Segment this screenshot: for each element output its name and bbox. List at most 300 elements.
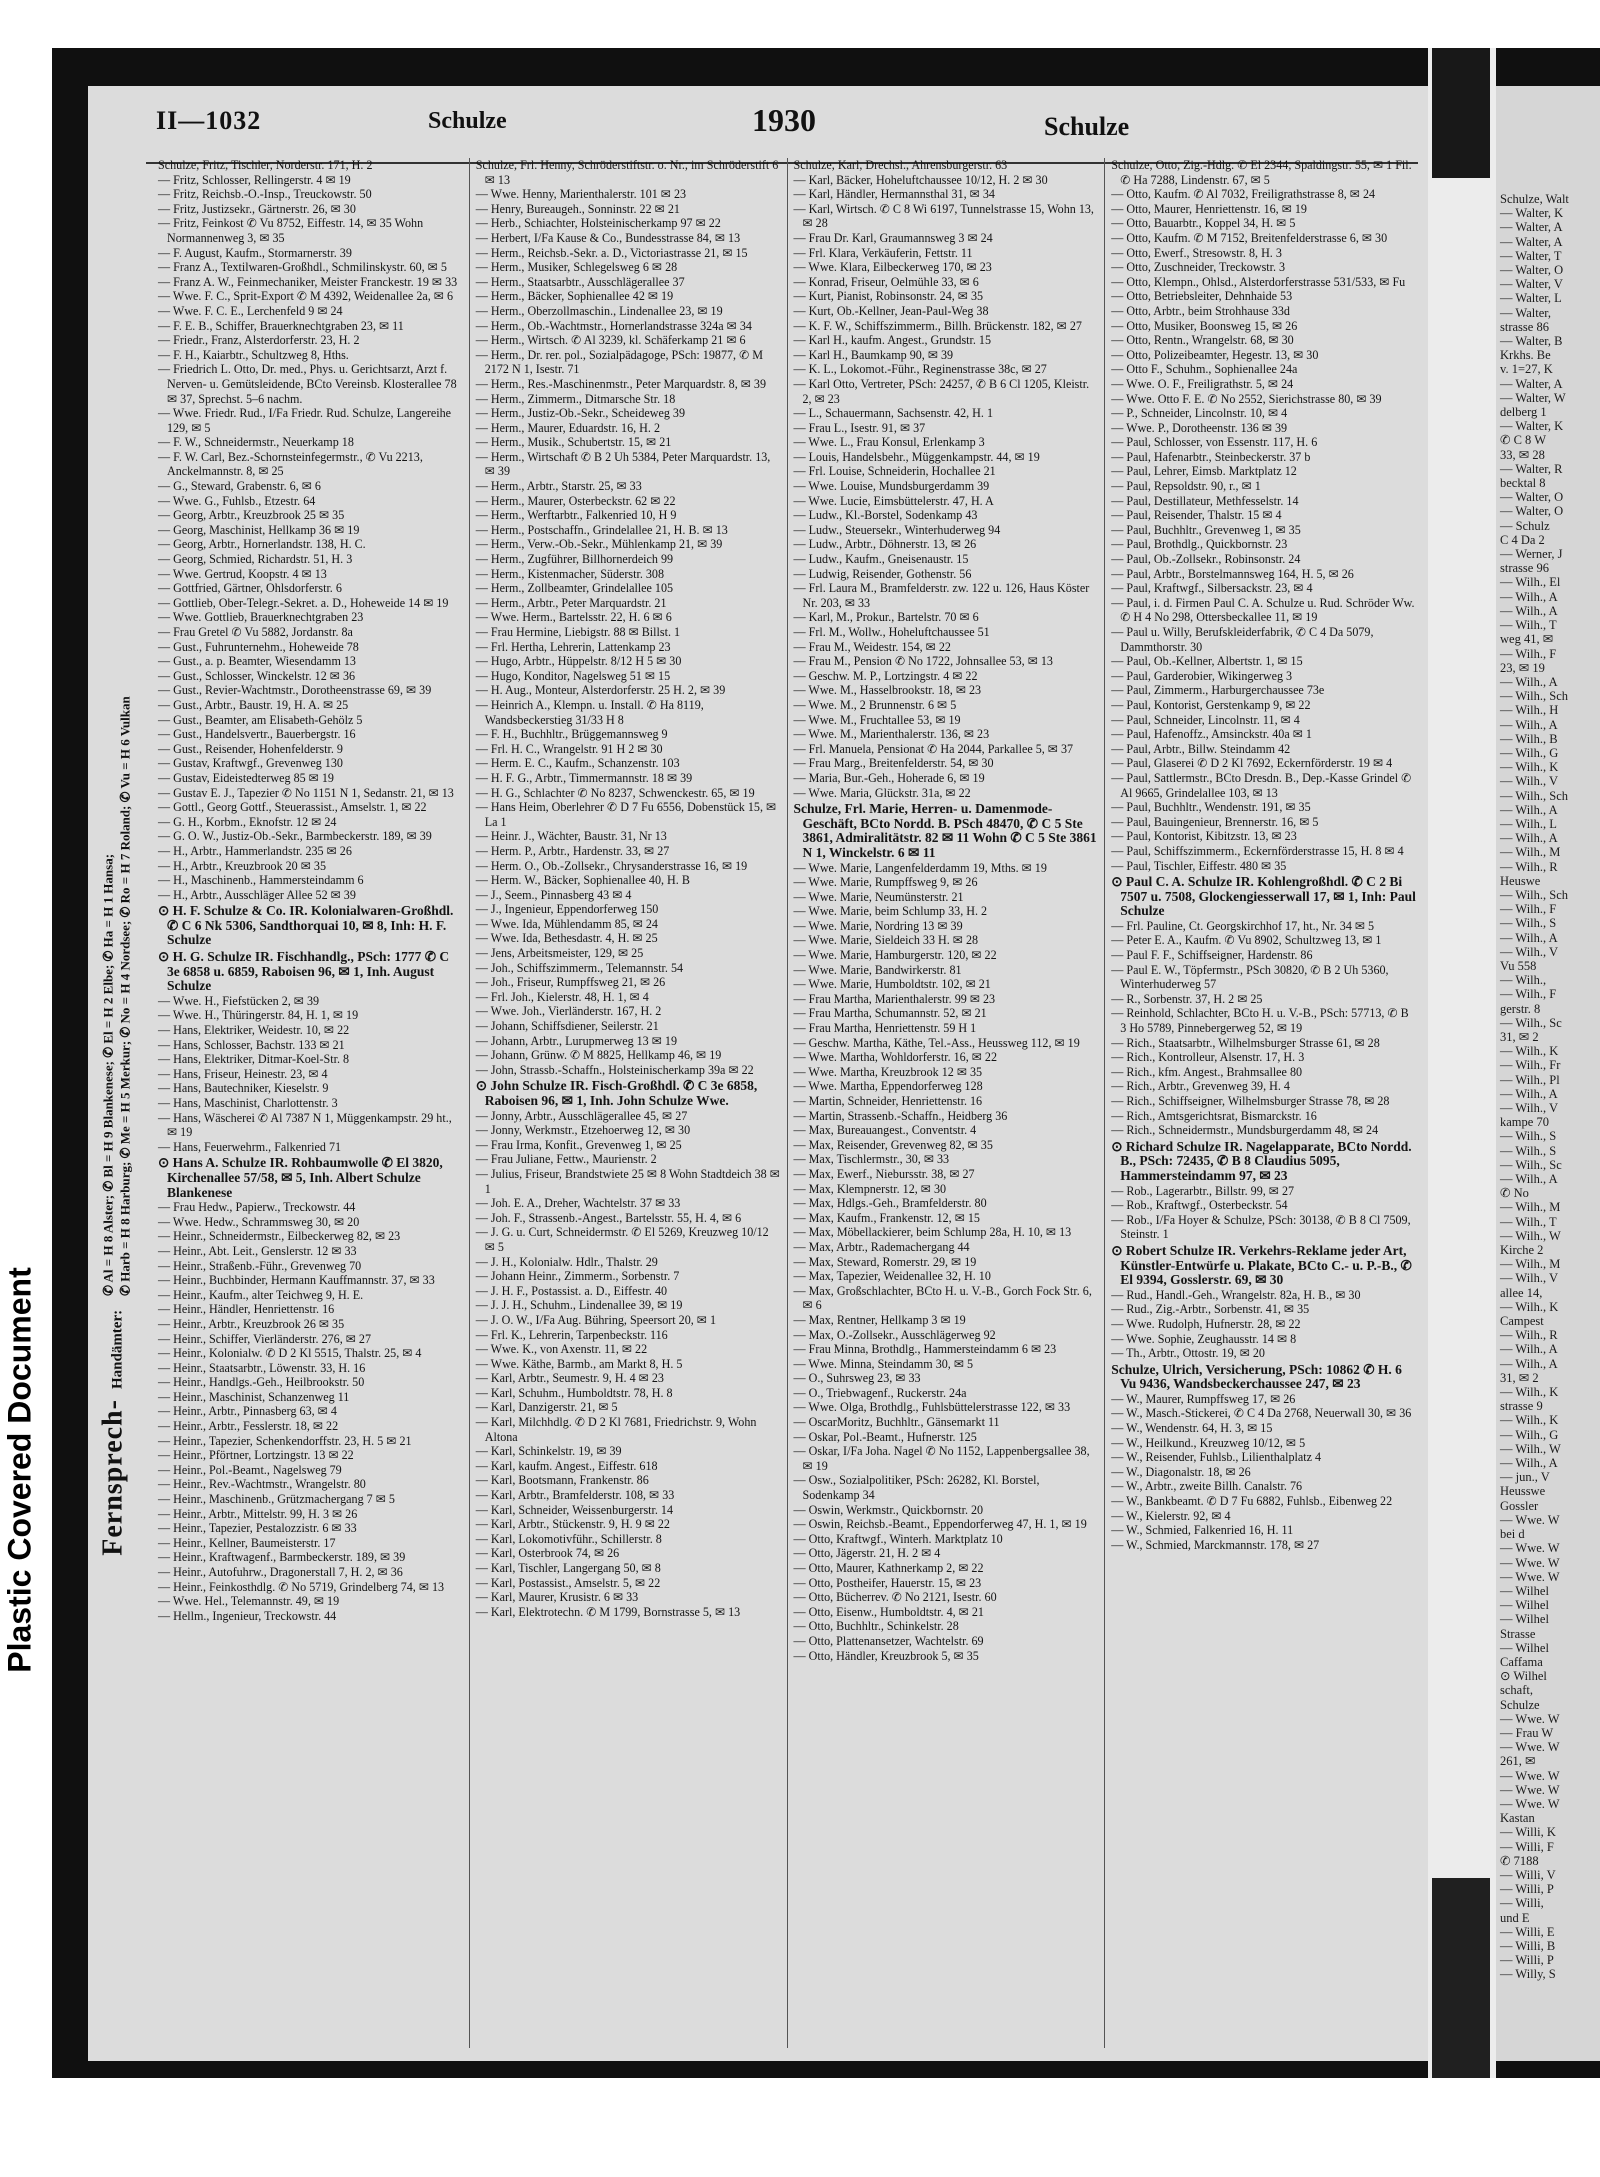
next-page-entry: strasse 86 xyxy=(1500,319,1549,334)
directory-entry: — Paul, Hafenoffz., Amsinckstr. 40a ✉ 1 xyxy=(1111,727,1312,742)
next-page-entry: — Wilh., A xyxy=(1500,1172,1558,1187)
directory-entry: — Wwe. Louise, Mundsburgerdamm 39 xyxy=(793,479,990,494)
next-page-entry: — Wilh., Sc xyxy=(1500,1157,1562,1172)
directory-entry: — W., Schmied, Falkenried 16, H. 11 xyxy=(1111,1523,1294,1538)
gutter-shadow-bottom xyxy=(1432,1878,1490,2078)
directory-entry: ⊙ Richard Schulze IR. Nagelapparate, BCto Nordd. B., PSch: 72435, ✆ B 8 Claudius 5095, Hammersteindamm 97, ✉ 23 xyxy=(1111,1138,1412,1183)
next-page-entry: — Wwe. W xyxy=(1500,1711,1560,1726)
directory-entry: — Jens, Arbeitsmeister, 129, ✉ 25 xyxy=(475,946,644,961)
directory-entry: — Hans, Feuerwehrm., Falkenried 71 xyxy=(158,1139,342,1154)
next-page-entry: 261, ✉ xyxy=(1500,1754,1536,1769)
directory-entry: — Fritz, Feinkost ✆ Vu 8752, Eiffestr. 14, ✉ 35 Wohn Normannenweg 3, ✉ 35 xyxy=(158,216,424,245)
directory-entry: — F. W., Schneidermstr., Neuerkamp 18 xyxy=(158,435,354,450)
next-page-entry: — Wilh., A xyxy=(1500,603,1558,618)
directory-entry: — Frl. Pauline, Ct. Georgskirchhof 17, ht., Nr. 34 ✉ 5 xyxy=(1111,918,1375,933)
directory-entry: — Herm., Wirtsch. ✆ Al 3239, kl. Schäferkamp 21 ✉ 6 xyxy=(475,333,746,348)
directory-entry: — Otto, Kaufm. ✆ M 7152, Breitenfelderstrasse 6, ✉ 30 xyxy=(1111,230,1388,245)
next-page-entry: v. 1=27, K xyxy=(1500,362,1553,377)
directory-entry: — Wwe. Marie, Humboldtstr. 102, ✉ 21 xyxy=(793,977,991,992)
directory-entry: — Herm. P., Arbtr., Hardenstr. 33, ✉ 27 xyxy=(475,843,670,858)
next-page-entry: Krkhs. Be xyxy=(1500,348,1551,363)
directory-entry: Schulze, Karl, Drechsl., Ahrensburgerstr. 63 xyxy=(793,158,1008,172)
directory-entry: — Johann, Grünw. ✆ M 8825, Hellkamp 46, ✉ 19 xyxy=(475,1048,722,1063)
directory-entry: — Karl, Tischler, Langergang 50, ✉ 8 xyxy=(475,1561,661,1575)
directory-entry: — Herm., Maurer, Eduardstr. 16, H. 2 xyxy=(475,420,660,435)
next-page-entry: Heusswe xyxy=(1500,1484,1546,1499)
next-page-entry: — Wilh., Sch xyxy=(1500,689,1569,704)
directory-entry: — Paul, Bauingenieur, Brennerstr. 16, ✉ 5 xyxy=(1111,814,1319,829)
directory-entry: — Heinr., Schneidermstr., Eilbeckerweg 82, ✉ 23 xyxy=(158,1229,401,1244)
directory-entry: — Herm., Verw.-Ob.-Sekr., Mühlenkamp 21, ✉ 39 xyxy=(475,537,723,552)
directory-entry: — H., Arbtr., Kreuzbrook 20 ✉ 35 xyxy=(158,858,327,873)
directory-entry: — Rob., Lagerarbtr., Billstr. 99, ✉ 27 xyxy=(1111,1183,1295,1198)
directory-entry: — Paul, Schiffszimmerm., Eckernförderstrasse 15, H. 8 ✉ 4 xyxy=(1111,843,1404,858)
directory-entry: — Max, Kaufm., Frankenstr. 12, ✉ 15 xyxy=(793,1210,980,1225)
legend-line-2: ✆ Harb = H 8 Harburg; ✆ Me = H 5 Merkur; ✆ No = H 4 Nordsee; ✆ Ro = H 7 Roland; ✆ Vu = H 6 Vulkan xyxy=(117,696,133,1296)
directory-entry: — H., Arbtr., Hammerlandstr. 235 ✉ 26 xyxy=(158,843,352,858)
directory-entry: — Heinr., Pförtner, Lortzingstr. 13 ✉ 22 xyxy=(158,1448,354,1463)
next-page-entry: Gossler xyxy=(1500,1498,1539,1513)
directory-entry: Schulze, Fritz, Tischler, Norderstr. 171, H. 2 xyxy=(158,158,373,172)
directory-entry: — G. H., Korbm., Eknofstr. 12 ✉ 24 xyxy=(158,814,337,829)
legend-subtitle: Handämter: xyxy=(109,1309,126,1390)
directory-entry: — Gustav, Eideistedterweg 85 ✉ 19 xyxy=(158,770,334,785)
next-page-entry: — Wilhel xyxy=(1500,1583,1549,1598)
next-page-entry: — Walter, B xyxy=(1500,334,1563,349)
next-page-entry: Heuswe xyxy=(1500,873,1541,888)
side-caption xyxy=(0,1150,40,1790)
directory-entry: — Karl, Milchhdlg. ✆ D 2 Kl 7681, Friedrichstr. 9, Wohn Altona xyxy=(475,1415,757,1444)
directory-entry: — Hans, Schlosser, Bachstr. 133 ✉ 21 xyxy=(158,1037,345,1052)
directory-entry: — Wwe. Marie, Neumünsterstr. 21 xyxy=(793,889,964,904)
next-page-entry: — Wilh., S xyxy=(1500,1143,1557,1158)
directory-entry: — Max, Tapezier, Weidenallee 32, H. 10 xyxy=(793,1269,991,1284)
next-page-entry: — Wilh., A xyxy=(1500,1456,1558,1471)
directory-entry: — Herm., Postschaffn., Grindelallee 21, H. B. ✉ 13 xyxy=(475,522,728,537)
directory-entry: — Paul, Glaserei ✆ D 2 Kl 7692, Eckernförderstr. 19 ✉ 4 xyxy=(1111,756,1393,771)
next-page-entry: — Wilh., M xyxy=(1500,1200,1561,1215)
directory-entry: — Frau M., Weidestr. 154, ✉ 22 xyxy=(793,639,951,654)
directory-entry: — Karl H., kaufm. Angest., Grundstr. 15 xyxy=(793,333,992,348)
directory-entry: — Heinr., Arbtr., Pinnasberg 63, ✉ 4 xyxy=(158,1404,337,1419)
directory-entry: — Gust., Handelsvertr., Bauerbergstr. 16 xyxy=(158,727,356,742)
directory-entry: — Max, Rentner, Hellkamp 3 ✉ 19 xyxy=(793,1312,966,1327)
directory-entry: — Louis, Handelsbehr., Müggenkampstr. 44, ✉ 19 xyxy=(793,449,1040,464)
directory-entry: — Gust., Fuhrunternehm., Hoheweide 78 xyxy=(158,639,359,654)
next-page-entry: — Wilh., S xyxy=(1500,916,1557,931)
directory-entry: — Paul, Schneider, Lincolnstr. 11, ✉ 4 xyxy=(1111,712,1300,727)
next-page-entry: — Wilh., V xyxy=(1500,774,1559,789)
directory-entry: — Frl. Laura M., Bramfelderstr. zw. 122 u. 126, Haus Köster Nr. 203, ✉ 33 xyxy=(793,581,1090,610)
directory-entry: — Karl, Danzigerstr. 21, ✉ 5 xyxy=(475,1400,618,1415)
directory-entry: — Paul, Schlosser, von Essenstr. 117, H. 6 xyxy=(1111,435,1318,450)
directory-entry: — Oswin, Werkmstr., Quickbornstr. 20 xyxy=(793,1502,984,1517)
directory-entry: — Rich., Amtsgerichtsrat, Bismarckstr. 16 xyxy=(1111,1108,1317,1123)
directory-entry: — Heinr., Abt. Leit., Genslerstr. 12 ✉ 33 xyxy=(158,1243,357,1258)
directory-entry: — Otto, Kaufm. ✆ Al 7032, Freiligrathstrasse 8, ✉ 24 xyxy=(1111,187,1376,202)
directory-entry: — Oskar, I/Fa Joha. Nagel ✆ No 1152, Lappenbergsallee 38, ✉ 19 xyxy=(793,1444,1090,1473)
directory-entry: — Karl, kaufm. Angest., Eiffestr. 618 xyxy=(475,1458,658,1473)
directory-entry: — Karl, Arbtr., Seumestr. 9, H. 4 ✉ 23 xyxy=(475,1371,664,1386)
directory-entry: — Herm., Oberzollmaschin., Lindenallee 23, ✉ 19 xyxy=(475,303,723,318)
directory-entry: — Geschw. M. P., Lortzingstr. 4 ✉ 22 xyxy=(793,668,978,683)
next-page-entry: Schulze xyxy=(1500,1697,1540,1712)
directory-entry: — Georg, Arbtr., Kreuzbrook 25 ✉ 35 xyxy=(158,508,345,523)
directory-entry: — Paul, i. d. Firmen Paul C. A. Schulze u. Rud. Schröder Ww. ✆ H 4 No 298, Ottersbeckallee 11, ✉ 19 xyxy=(1111,595,1415,625)
directory-entry: — Frau M., Pension ✆ No 1722, Johnsallee 53, ✉ 13 xyxy=(793,654,1053,669)
page-number: II—1032 xyxy=(156,106,262,135)
directory-entry: — Heinr., Schiffer, Vierländerstr. 276, ✉ 27 xyxy=(158,1331,372,1346)
directory-entry: — Herbert, I/Fa Kause & Co., Bundesstrasse 84, ✉ 13 xyxy=(475,230,741,245)
directory-entry: — J. G. u. Curt, Schneidermstr. ✆ El 5269, Kreuzweg 10/12 ✉ 5 xyxy=(475,1225,769,1254)
directory-entry: — Otto, Maurer, Henriettenstr. 16, ✉ 19 xyxy=(1111,201,1307,216)
directory-entry: — Wwe. Lucie, Eimsbüttelerstr. 47, H. A xyxy=(793,493,994,508)
next-page-entry: — Wilh., K xyxy=(1500,1299,1559,1314)
directory-entry: — Karl, Elektrotechn. ✆ M 1799, Bornstrasse 5, ✉ 13 xyxy=(475,1604,741,1619)
next-page-entry: — Wilh., Sch xyxy=(1500,788,1569,803)
next-page-entry: — Wilh., M xyxy=(1500,1257,1561,1272)
directory-entry: — Rob., Kraftwgf., Osterbeckstr. 54 xyxy=(1111,1198,1288,1213)
directory-entry: — Otto, Bücherrev. ✆ No 2121, Isestr. 60 xyxy=(793,1590,997,1605)
directory-entry: — Karl, Wirtsch. ✆ C 8 Wi 6197, Tunnelstrasse 15, Wohn 13, ✉ 28 xyxy=(793,201,1094,231)
next-page-entry: — Wilh., A xyxy=(1500,589,1558,604)
directory-entry: — Frau Martha, Marienthalerstr. 99 ✉ 23 xyxy=(793,991,996,1006)
directory-entry: — Gustav E. J., Tapezier ✆ No 1151 N 1, Sedanstr. 21, ✉ 13 xyxy=(158,785,454,800)
next-page-entry: — Wilh., A xyxy=(1500,802,1558,817)
directory-entry: — Wwe. F. C. E., Lerchenfeld 9 ✉ 24 xyxy=(158,303,343,318)
next-page-entry: — Walter, V xyxy=(1500,277,1563,292)
next-page-entry: gerstr. 8 xyxy=(1500,1001,1541,1016)
directory-entry: — Geschw. Martha, Käthe, Tel.-Ass., Heussweg 112, ✉ 19 xyxy=(793,1035,1080,1050)
directory-entry: — Hugo, Arbtr., Hüppelstr. 8/12 H 5 ✉ 30 xyxy=(475,654,682,669)
directory-entry: — Wwe. Marie, Hamburgerstr. 120, ✉ 22 xyxy=(793,948,997,963)
next-page-entry: schaft, xyxy=(1500,1683,1533,1698)
directory-entry: — Herb., Schiachter, Holsteinischerkamp 97 ✉ 22 xyxy=(475,216,721,231)
directory-entry: — Paul, Repsoldstr. 90, r., ✉ 1 xyxy=(1111,479,1261,494)
directory-entry: — Heinr., Händler, Henriettenstr. 16 xyxy=(158,1302,335,1317)
directory-entry: — Wwe. Hedw., Schrammsweg 30, ✉ 20 xyxy=(158,1214,360,1229)
next-page-entry: — Wwe. W xyxy=(1500,1782,1560,1797)
directory-entry: — OscarMoritz, Buchhltr., Gänsemarkt 11 xyxy=(793,1415,1000,1430)
directory-entry: — Heinr., Kellner, Baumeisterstr. 17 xyxy=(158,1535,336,1550)
directory-entry: — Wwe. P., Dorotheenstr. 136 ✉ 39 xyxy=(1111,420,1288,435)
next-page-entry: — Wilh., G xyxy=(1500,745,1559,760)
directory-entry: — Heinr., Arbtr., Kreuzbrook 26 ✉ 35 xyxy=(158,1316,345,1331)
directory-entry: — Wwe. Olga, Brothdlg., Fuhlsbüttelerstrasse 122, ✉ 33 xyxy=(793,1400,1071,1415)
directory-entry: — Max, Großschlachter, BCto H. u. V.-B., Gorch Fock Str. 6, ✉ 6 xyxy=(793,1283,1092,1313)
directory-entry: — F. E. B., Schiffer, Brauerknechtgraben 23, ✉ 11 xyxy=(158,318,404,333)
directory-entry: — Karl, Arbtr., Bramfelderstr. 108, ✉ 33 xyxy=(475,1488,675,1503)
directory-entry: — Otto F., Schuhm., Sophienallee 24a xyxy=(1111,362,1298,377)
directory-entry: ⊙ Hans A. Schulze IR. Rohbaumwolle ✆ El 3820, Kirchenallee 57/58, ✉ 5, Inh. Albert Schulze Blankenese xyxy=(158,1155,443,1200)
directory-entry: — H., Maschinenb., Hammersteindamm 6 xyxy=(158,873,364,888)
directory-entry: — Wwe. H., Thüringerstr. 84, H. 1, ✉ 19 xyxy=(158,1008,359,1023)
directory-entry: — O., Suhrsweg 23, ✉ 33 xyxy=(793,1371,921,1386)
directory-entry: — Frl. Klara, Verkäuferin, Fettstr. 11 xyxy=(793,245,973,260)
directory-entry: — Max, Hdlgs.-Geh., Bramfelderstr. 80 xyxy=(793,1196,987,1211)
directory-entry: — H., Arbtr., Ausschläger Allee 52 ✉ 39 xyxy=(158,887,356,902)
directory-entry: — Gottfried, Gärtner, Ohlsdorferstr. 6 xyxy=(158,581,342,596)
directory-entry: — Konrad, Friseur, Oelmühle 33, ✉ 6 xyxy=(793,274,979,289)
directory-entry: — Frl. Louise, Schneiderin, Hochallee 21 xyxy=(793,464,996,479)
directory-entry: — Wwe. G., Fuhlsb., Etzestr. 64 xyxy=(158,493,316,508)
next-page-entry: ✆ No xyxy=(1500,1186,1529,1201)
next-page-entry: — Wilhel xyxy=(1500,1598,1549,1613)
next-page-entry: ⊙ Wilhel xyxy=(1500,1669,1547,1684)
next-page-entry: — Wilh., V xyxy=(1500,1271,1559,1286)
next-page-entry: — Walter, A xyxy=(1500,376,1563,391)
directory-entry: — Reinhold, Schlachter, BCto H. u. V.-B., PSch: 57713, ✆ B 3 Ho 5789, Pinnebergerweg 52, ✉ 19 xyxy=(1111,1006,1409,1036)
directory-entry: — Frl. Joh., Kielerstr. 48, H. 1, ✉ 4 xyxy=(475,989,649,1004)
directory-entry: — Otto, Polizeibeamter, Hegestr. 13, ✉ 30 xyxy=(1111,347,1319,362)
next-page-entry: — Walter, O xyxy=(1500,263,1564,278)
next-page-entry: Vu 558 xyxy=(1500,958,1537,973)
page-header xyxy=(88,100,1428,150)
next-page-entry: — Walter, O xyxy=(1500,490,1564,505)
next-page-entry: kampe 70 xyxy=(1500,1115,1549,1130)
directory-entry: — Gust., a. p. Beamter, Wiesendamm 13 xyxy=(158,654,356,669)
directory-entry: — Kurt, Pianist, Robinsonstr. 24, ✉ 35 xyxy=(793,289,984,304)
directory-entry: — Osw., Sozialpolitiker, PSch: 26282, Kl. Borstel, Sodenkamp 34 xyxy=(793,1473,1040,1503)
next-page-entry: — Frau W xyxy=(1500,1725,1554,1740)
directory-entry: — Wwe. L., Frau Konsul, Erlenkamp 3 xyxy=(793,435,985,450)
directory-entry: — Max, Möbellackierer, beim Schlump 28a, H. 10, ✉ 13 xyxy=(793,1225,1072,1240)
directory-entry: — Jonny, Arbtr., Ausschlägerallee 45, ✉ 27 xyxy=(475,1108,688,1123)
directory-entry: — Heinr., Staatsarbtr., Löwenstr. 33, H. 16 xyxy=(158,1360,366,1375)
directory-entry: — Otto, Händler, Kreuzbrook 5, ✉ 35 xyxy=(793,1648,979,1663)
directory-entry: — Rud., Handl.-Geh., Wrangelstr. 82a, H. B., ✉ 30 xyxy=(1111,1287,1361,1302)
directory-entry: — Paul, Ob.-Kellner, Albertstr. 1, ✉ 15 xyxy=(1111,654,1303,669)
directory-entry: — Heinr., Arbtr., Mittelstr. 99, H. 3 ✉ 26 xyxy=(158,1506,358,1521)
directory-entry: — Wwe. Klara, Eilbeckerweg 170, ✉ 23 xyxy=(793,260,992,275)
directory-entry: — Herm., Werftarbtr., Falkenried 10, H 9 xyxy=(475,508,677,523)
directory-entry: — Frau L., Isestr. 91, ✉ 37 xyxy=(793,420,926,435)
directory-entry: — O., Triebwagenf., Ruckerstr. 24a xyxy=(793,1385,967,1400)
directory-entry: — Paul, Kontorist, Gerstenkamp 9, ✉ 22 xyxy=(1111,697,1311,712)
directory-entry: — Fritz, Schlosser, Rellingerstr. 4 ✉ 19 xyxy=(158,172,351,187)
directory-entry: — Otto, Buchhltr., Schinkelstr. 28 xyxy=(793,1619,959,1634)
directory-entry: — Heinr., Arbtr., Fesslerstr. 18, ✉ 22 xyxy=(158,1419,339,1434)
directory-entry: — Paul, Reisender, Thalstr. 15 ✉ 4 xyxy=(1111,508,1282,523)
directory-entry: Schulze, Frl. Henny, Schröderstiftstr. o. Nr., im Schröderstift 6 ✉ 13 xyxy=(475,158,779,187)
directory-entry: — Wwe. Martha, Wohldorferstr. 16, ✉ 22 xyxy=(793,1050,998,1065)
directory-entry: — Wwe. Minna, Steindamm 30, ✉ 5 xyxy=(793,1356,974,1371)
directory-entry: — J. H., Kolonialw. Hdlr., Thalstr. 29 xyxy=(475,1254,658,1269)
directory-entry: — F. W. Carl, Bez.-Schornsteinfegermstr., ✆ Vu 2213, Anckelmannstr. 8, ✉ 25 xyxy=(158,449,423,479)
directory-entry: — Herm., Reichsb.-Sekr. a. D., Victoriastrasse 21, ✉ 15 xyxy=(475,245,748,260)
directory-entry: — W., Schmied, Marckmannstr. 178, ✉ 27 xyxy=(1111,1537,1320,1552)
directory-entry: — G., Steward, Grabenstr. 6, ✉ 6 xyxy=(158,479,321,494)
next-page-entry: — Wilh., Sc xyxy=(1500,1015,1562,1030)
gutter-shadow-top xyxy=(1432,48,1490,178)
directory-entry: — Johann, Arbtr., Lurupmerweg 13 ✉ 19 xyxy=(475,1033,678,1048)
header-name-right: Schulze xyxy=(1044,112,1130,141)
column-1 xyxy=(152,158,469,2048)
directory-entry: — Th., Arbtr., Ottostr. 19, ✉ 20 xyxy=(1111,1346,1265,1361)
directory-entry: — W., Reisender, Fuhlsb., Lilienthalplatz 4 xyxy=(1111,1450,1322,1465)
directory-entry: — Hans, Wäscherei ✆ Al 7387 N 1, Müggenkampstr. 29 ht., ✉ 19 xyxy=(158,1110,452,1140)
directory-entry: — W., Wendenstr. 64, H. 3, ✉ 15 xyxy=(1111,1421,1273,1436)
next-page-entry: — Willi, P xyxy=(1500,1953,1554,1968)
directory-entry: — Frau Irma, Konfit., Grevenweg 1, ✉ 25 xyxy=(475,1137,682,1152)
directory-entry: — Hans, Elektriker, Weidestr. 10, ✉ 22 xyxy=(158,1023,350,1038)
directory-entry: — Joh. F., Strassenb.-Angest., Bartelsstr. 55, H. 4, ✉ 6 xyxy=(475,1210,742,1225)
directory-entry: — Otto, Bauarbtr., Koppel 34, H. ✉ 5 xyxy=(1111,216,1296,231)
legend-title: Fernsprech- xyxy=(97,1399,129,1556)
directory-entry: — Otto, Maurer, Kathnerkamp 2, ✉ 22 xyxy=(793,1561,984,1575)
directory-entry: — Peter E. A., Kaufm. ✆ Vu 8902, Schultzweg 13, ✉ 1 xyxy=(1111,933,1382,948)
directory-entry: — Gottl., Georg Gottf., Steuerassist., Amselstr. 1, ✉ 22 xyxy=(158,800,427,815)
directory-entry: — P., Schneider, Lincolnstr. 10, ✉ 4 xyxy=(1111,406,1288,421)
directory-entry: — Gust., Arbtr., Baustr. 19, H. A. ✉ 25 xyxy=(158,697,349,712)
directory-entry: — Herm., Dr. rer. pol., Sozialpädagoge, PSch: 19877, ✆ M 2172 N 1, Isestr. 71 xyxy=(475,347,763,377)
directory-entry: — Friedr., Franz, Alsterdorferstr. 23, H. 2 xyxy=(158,333,360,348)
directory-entry: — Max, Steward, Romerstr. 29, ✉ 19 xyxy=(793,1254,977,1269)
next-page-entry: ✆ C 8 W xyxy=(1500,433,1547,448)
directory-entry: Schulze, Otto, Zig.-Hdlg. ✆ El 2344, Spaldingstr. 55, ✉ 1 Fil. ✆ Ha 7288, Lindenstr. 67, ✉ 5 xyxy=(1111,158,1412,187)
directory-entry: — Wwe. Friedr. Rud., I/Fa Friedr. Rud. Schulze, Langereihe 129, ✉ 5 xyxy=(158,406,451,435)
directory-entry: — Otto, Plattenansetzer, Wachtelstr. 69 xyxy=(793,1633,984,1648)
next-page-entry: — Walter, L xyxy=(1500,291,1562,306)
directory-entry: — Karl, M., Prokur., Bartelstr. 70 ✉ 6 xyxy=(793,610,979,625)
next-page-entry: — Wilh., S xyxy=(1500,1129,1557,1144)
directory-entry: — Wwe. Marie, Bandwirkerstr. 81 xyxy=(793,962,962,977)
next-page-entry: becktal 8 xyxy=(1500,476,1546,491)
next-page-entry: — Wilh., G xyxy=(1500,1427,1559,1442)
directory-entry: — Frl. M., Wollw., Hoheluftchaussee 51 xyxy=(793,625,990,639)
directory-entry: — H. F. G., Arbtr., Timmermannstr. 18 ✉ 39 xyxy=(475,770,693,785)
next-page-entry: Kirche 2 xyxy=(1500,1243,1544,1258)
next-page-entry: 33, ✉ 28 xyxy=(1500,447,1545,462)
directory-entry: — W., Masch.-Stickerei, ✆ C 4 Da 2768, Neuerwall 30, ✉ 36 xyxy=(1111,1406,1412,1421)
directory-entry: — Heinr., Autofuhrw., Dragonerstall 7, H. 2, ✉ 36 xyxy=(158,1565,403,1579)
directory-entry: — Hans, Bautechniker, Kieselstr. 9 xyxy=(158,1081,329,1096)
directory-entry: — Max, Ewerf., Niebursstr. 38, ✉ 27 xyxy=(793,1166,975,1181)
directory-entry: — Ludw., Kaufm., Gneisenaustr. 15 xyxy=(793,552,969,567)
next-page-entry: — Walter, A xyxy=(1500,234,1563,249)
next-page-entry: — Wilh., B xyxy=(1500,731,1558,746)
directory-entry: — Otto, Klempn., Ohlsd., Alsterdorferstrasse 531/533, ✉ Fu xyxy=(1111,274,1406,289)
directory-entry: — Wwe. Marie, Langenfelderdamm 19, Mths. ✉ 19 xyxy=(793,860,1047,875)
next-page-entry: — Willi, V xyxy=(1500,1867,1556,1882)
directory-entry: — Franz A., Textilwaren-Großhdl., Schmilinskystr. 60, ✉ 5 xyxy=(158,260,447,275)
directory-entry: — Karl, Arbtr., Stückenstr. 9, H. 9 ✉ 22 xyxy=(475,1517,670,1532)
directory-entry: — Wwe. Käthe, Barmb., am Markt 8, H. 5 xyxy=(475,1356,683,1371)
directory-entry: — Paul, Tischler, Eiffestr. 480 ✉ 35 xyxy=(1111,858,1287,873)
directory-entry: — J., Seem., Pinnasberg 43 ✉ 4 xyxy=(475,887,632,902)
header-name-left: Schulze xyxy=(428,108,507,134)
directory-entry: ⊙ H. F. Schulze & Co. IR. Kolonialwaren-Großhdl. ✆ C 6 Nk 5306, Sandthorquai 10, ✉ 8, Inh: H. F. Schulze xyxy=(158,903,454,948)
directory-entry: — Heinr., Feinkosthdlg. ✆ No 5719, Grindelberg 74, ✉ 13 xyxy=(158,1579,445,1594)
directory-entry: — Gustav, Kraftwgf., Grevenweg 130 xyxy=(158,756,343,771)
next-page-entry: — Walter, K xyxy=(1500,419,1564,434)
directory-entry: — Max, Tischlermstr., 30, ✉ 33 xyxy=(793,1152,950,1167)
directory-entry: — Wwe. Joh., Vierländerstr. 167, H. 2 xyxy=(475,1004,662,1019)
directory-entry: — Georg, Schmied, Richardstr. 51, H. 3 xyxy=(158,552,353,567)
next-page-entry: — Wilh., A xyxy=(1500,930,1558,945)
directory-entry: — Hugo, Konditor, Nagelsweg 51 ✉ 15 xyxy=(475,668,671,683)
directory-entry: — Wwe. Martha, Eppendorferweg 128 xyxy=(793,1079,983,1094)
directory-entry: — Joh., Friseur, Rumpffsweg 21, ✉ 26 xyxy=(475,975,666,990)
next-page-entry: — Wilh., V xyxy=(1500,1101,1559,1115)
directory-entry: — Wwe. Marie, Rumpffsweg 9, ✉ 26 xyxy=(793,875,978,890)
next-page-entry: — Wilh., F xyxy=(1500,646,1557,661)
next-page-entry: — Willy, S xyxy=(1500,1967,1556,1982)
directory-entry: — Heinr., Kaufm., alter Teichweg 9, H. E. xyxy=(158,1287,364,1302)
directory-entry: — Otto, Arbtr., beim Strohhause 33d xyxy=(1111,303,1290,318)
directory-entry: — Heinr., Maschinist, Schanzenweg 11 xyxy=(158,1389,350,1404)
next-page-entry: — Wilh., Pl xyxy=(1500,1072,1560,1087)
directory-entry: — F. August, Kaufm., Stormarnerstr. 39 xyxy=(158,245,352,260)
directory-entry: — Karl, Maurer, Krusistr. 6 ✉ 33 xyxy=(475,1590,639,1605)
directory-entry: — Wwe. Ida, Bethesdastr. 4, H. ✉ 25 xyxy=(475,931,658,946)
directory-entry: — Wwe. Sophie, Zeughausstr. 14 ✉ 8 xyxy=(1111,1331,1297,1346)
next-page-entry: — Wilh., V xyxy=(1500,944,1559,959)
next-page-entry: — Wilh., F xyxy=(1500,902,1557,917)
directory-entry: — Otto, Musiker, Boonsweg 15, ✉ 26 xyxy=(1111,318,1298,333)
directory-entry: — Georg, Arbtr., Hornerlandstr. 138, H. C. xyxy=(158,537,366,552)
directory-entry: — Ludwig, Reisender, Gothenstr. 56 xyxy=(793,566,972,581)
directory-entry: — Frl. H. C., Wrangelstr. 91 H 2 ✉ 30 xyxy=(475,741,663,756)
directory-columns xyxy=(152,158,1422,2048)
directory-entry: — Rich., Arbtr., Grevenweg 39, H. 4 xyxy=(1111,1079,1290,1094)
directory-entry: — G. O. W., Justiz-Ob.-Sekr., Barmbeckerstr. 189, ✉ 39 xyxy=(158,829,432,844)
directory-entry: — K. L., Lokomot.-Führ., Reginenstrasse 38c, ✉ 27 xyxy=(793,362,1047,377)
directory-entry: — Herm., Ob.-Wachtmstr., Hornerlandstrasse 324a ✉ 34 xyxy=(475,318,752,333)
directory-entry: — Paul E. W., Töpfermstr., PSch 30820, ✆ B 2 Uh 5360, Winterhuderweg 57 xyxy=(1111,962,1389,992)
directory-entry: — Karl, Schinkelstr. 19, ✉ 39 xyxy=(475,1444,622,1459)
next-page-entry: — Wilh., A xyxy=(1500,831,1558,846)
directory-sheet xyxy=(88,86,1428,2061)
directory-entry: ⊙ Paul C. A. Schulze IR. Kohlengroßhdl. ✆ C 2 Bi 7507 u. 7508, Glockengiesserwall 17, ✉ 1, Inh: Paul Schulze xyxy=(1111,874,1416,919)
next-page-entry: — Wilh., K xyxy=(1500,1044,1559,1059)
directory-entry: — Martin, Schneider, Henriettenstr. 16 xyxy=(793,1094,983,1108)
next-page-entry: — Wilh., R xyxy=(1500,859,1558,874)
directory-entry: ⊙ Robert Schulze IR. Verkehrs-Reklame jeder Art, Künstler-Entwürfe u. Plakate, BCto C.- u. P.-B., ✆ El 9394, Gosslerstr. 69, ✉ 30 xyxy=(1111,1242,1412,1288)
column-2 xyxy=(469,158,787,2048)
directory-entry: — Karl, Lokomotivführ., Schillerstr. 8 xyxy=(475,1531,662,1546)
next-page-entry: — Wwe. W xyxy=(1500,1541,1560,1556)
directory-entry: — Gottlieb, Ober-Telegr.-Sekret. a. D., Hoheweide 14 ✉ 19 xyxy=(158,595,449,610)
directory-entry: — Karl Otto, Vertreter, PSch: 24257, ✆ B 6 Cl 1205, Kleistr. 2, ✉ 23 xyxy=(793,376,1090,406)
directory-entry: — Fritz, Reichsb.-O.-Insp., Treuckowstr. 50 xyxy=(158,187,372,202)
directory-entry: — Gust., Reisender, Hohenfelderstr. 9 xyxy=(158,741,343,756)
next-page-entry: — Willi, F xyxy=(1500,1839,1554,1854)
directory-entry: — Gust., Schlosser, Winckelstr. 12 ✉ 36 xyxy=(158,668,356,683)
directory-entry: — Herm., Justiz-Ob.-Sekr., Scheideweg 39 xyxy=(475,406,685,421)
directory-entry: — W., Diagonalstr. 18, ✉ 26 xyxy=(1111,1464,1251,1479)
directory-entry: — Heinr., Tapezier, Pestalozzistr. 6 ✉ 33 xyxy=(158,1521,357,1536)
directory-entry: — Wwe. Maria, Glückstr. 31a, ✉ 22 xyxy=(793,785,971,800)
next-page-entry: — Wilh., A xyxy=(1500,1086,1558,1101)
directory-entry: — Wwe. M., Hasselbrookstr. 18, ✉ 23 xyxy=(793,683,982,698)
directory-entry: — Paul u. Willy, Berufskleiderfabrik, ✆ C 4 Da 5079, Dammthorstr. 30 xyxy=(1111,625,1374,654)
directory-entry: — Wwe. Marie, beim Schlump 33, H. 2 xyxy=(793,904,988,919)
directory-entry: — Otto, Jägerstr. 21, H. 2 ✉ 4 xyxy=(793,1546,941,1561)
directory-entry: — Paul, Zimmerm., Harburgerchaussee 73e xyxy=(1111,683,1325,698)
directory-entry: — J., Ingenieur, Eppendorferweg 150 xyxy=(475,902,659,917)
directory-entry: — Paul, Kraftwgf., Silbersackstr. 23, ✉ 4 xyxy=(1111,581,1313,596)
directory-entry: — Paul, Buchhltr., Grevenweg 1, ✉ 35 xyxy=(1111,522,1301,537)
next-page-entry: Schulze, Walt xyxy=(1500,192,1569,206)
directory-entry: — W., Kielerstr. 92, ✉ 4 xyxy=(1111,1508,1231,1523)
next-page-entry: — Wilh., K xyxy=(1500,760,1559,775)
directory-entry: — J. O. W., I/Fa Aug. Bühring, Speersort 20, ✉ 1 xyxy=(475,1312,717,1327)
directory-entry: — Heinr., Kraftwagenf., Barmbeckerstr. 189, ✉ 39 xyxy=(158,1550,406,1565)
directory-entry: — Rich., Kontrolleur, Alsenstr. 17, H. 3 xyxy=(1111,1050,1305,1065)
directory-entry: — Herm., Musiker, Schlegelsweg 6 ✉ 28 xyxy=(475,260,678,275)
directory-entry: — Georg, Maschinist, Hellkamp 36 ✉ 19 xyxy=(158,522,360,537)
